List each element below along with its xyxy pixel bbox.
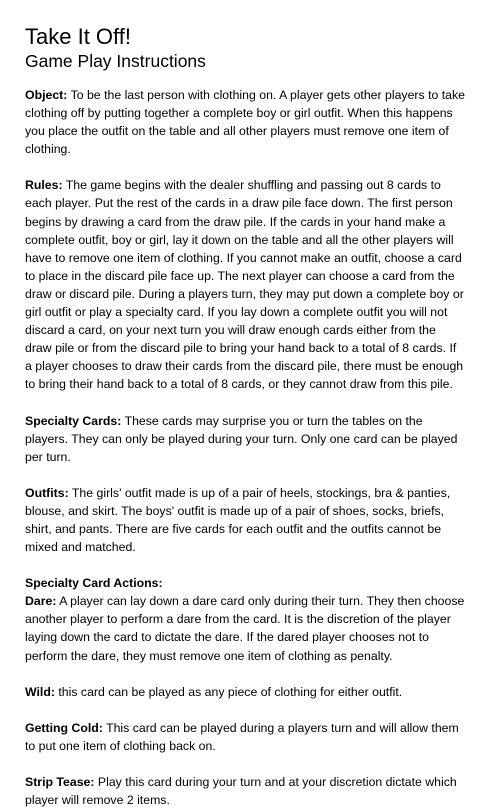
section-getting-cold <box>25 719 465 755</box>
section-getting-cold-label: Getting Cold: <box>25 720 103 735</box>
section-outfits-text: The girls' outfit made is up of a pair of heels, stockings, bra & panties, blouse, and skirt. The boys' outfit is made up of a pair of shoes, socks, briefs, shirt, and pants. There are five cards for each outfit and the outfits cannot be mixed and matched. <box>25 485 451 555</box>
section-wild-label: Wild: <box>25 684 55 699</box>
section-strip-tease-label: Strip Tease: <box>25 774 95 789</box>
instructions-document <box>25 24 465 809</box>
section-outfits <box>25 484 465 556</box>
document-title: Take It Off! <box>25 24 131 49</box>
section-specialty-cards <box>25 412 465 466</box>
section-rules-text: The game begins with the dealer shuffling and passing out 8 cards to each player. Put the rest of the cards in a draw pile face down. The first person begins by drawing a card from the draw pile. If the cards in your hand make a complete outfit, boy or girl, lay it down on the table and all the other players will have to remove one item of clothing. If you cannot make an outfit, choose a card to place in the discard pile face up. The next player can choose a card from the draw or discard pile. During a players turn, they may put down a complete boy or girl outfit or play a specialty card. If you lay down a complete outfit you will not discard a card, on your next turn you will draw enough cards either from the draw pile or from the discard pile to bring your hand back to a total of 8 cards. If a player chooses to draw their cards from the discard pile, there must be enough to bring their hand back to a total of 8 cards, or they cannot draw from this pile. <box>25 178 464 392</box>
section-strip-tease <box>25 773 465 809</box>
section-dare <box>25 592 465 664</box>
section-dare-text: A player can lay down a dare card only during their turn. They then choose another player to perform a dare from the card. It is the discretion of the player laying down the card to dictate the dare. If the dared player chooses not to perform the dare, they must remove one item of clothing as penalty. <box>25 594 465 663</box>
section-dare-label: Dare: <box>25 594 57 609</box>
section-object-text: To be the last person with clothing on. A player gets other players to take clothing off by putting together a complete boy or girl outfit. When this happens you place the outfit on the table and all other players must remove one item of clothing. <box>25 88 465 157</box>
document-subtitle: Game Play Instructions <box>25 51 206 71</box>
section-rules <box>25 176 465 393</box>
section-rules-label: Rules: <box>25 178 63 193</box>
section-specialty-cards-label: Specialty Cards: <box>25 413 122 428</box>
section-wild-text: this card can be played as any piece of clothing for either outfit. <box>54 684 403 699</box>
specialty-card-actions-heading: Specialty Card Actions: <box>25 576 163 591</box>
section-getting-cold-text: This card can be played during a players turn and will allow them to put one item of clothing back on. <box>25 720 459 753</box>
section-specialty-cards-text: These cards may surprise you or turn the tables on the players. They can only be played during your turn. Only one card can be played per turn. <box>25 413 458 464</box>
section-outfits-label: Outfits: <box>25 485 69 500</box>
section-wild <box>25 683 465 701</box>
section-strip-tease-text: Play this card during your turn and at your discretion dictate which player will remove 2 items. <box>25 774 457 807</box>
section-object-label: Object: <box>25 88 68 102</box>
section-object <box>25 86 465 158</box>
